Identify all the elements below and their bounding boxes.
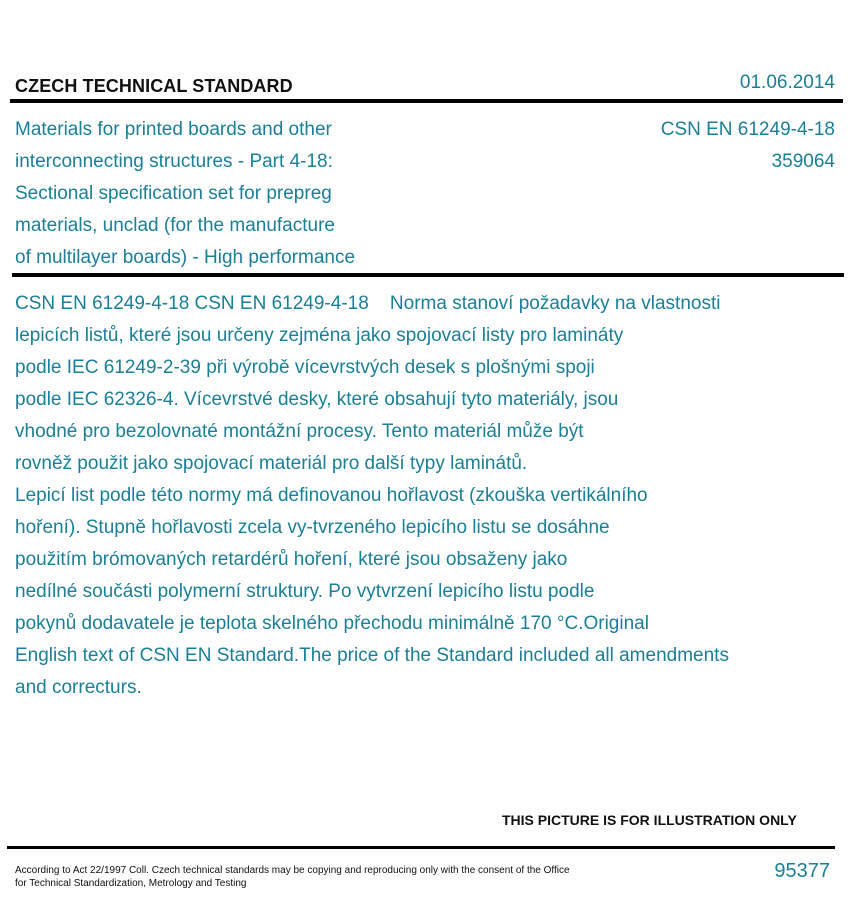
description-line: podle IEC 61249-2-39 při výrobě vícevrstvých desek s plošnými spoji bbox=[15, 357, 595, 378]
description-line: podle IEC 62326-4. Vícevrstvé desky, které obsahují tyto materiály, jsou bbox=[15, 389, 619, 410]
description-line: nedílné součásti polymerní struktury. Po vytvrzení lepicího listu podle bbox=[15, 581, 595, 602]
catalog-number: 359064 bbox=[771, 151, 835, 172]
document-number: 95377 bbox=[774, 860, 830, 882]
title-line: of multilayer boards) - High performance bbox=[15, 247, 356, 268]
title-divider bbox=[12, 273, 844, 277]
description-line: lepicích listů, které jsou určeny zejména jako spojovací listy pro lamináty bbox=[15, 325, 624, 346]
document-codes bbox=[661, 114, 835, 178]
legal-notice-line: for Technical Standardization, Metrology and Testing bbox=[15, 878, 247, 889]
description-line: Lepicí list podle této normy má definovanou hořlavost (zkouška vertikálního bbox=[15, 485, 648, 506]
description-line: and correcturs. bbox=[15, 677, 142, 698]
description-line: pokynů dodavatele je teplota skelného přechodu minimálně 170 °C.Original bbox=[15, 613, 649, 634]
description-line: English text of CSN EN Standard.The price of the Standard included all amendments bbox=[15, 645, 729, 666]
illustration-disclaimer: THIS PICTURE IS FOR ILLUSTRATION ONLY bbox=[502, 812, 797, 828]
legal-notice bbox=[15, 864, 595, 890]
standard-type-heading: CZECH TECHNICAL STANDARD bbox=[15, 76, 293, 96]
description-line: CSN EN 61249-4-18 CSN EN 61249-4-18 Norma stanoví požadavky na vlastnosti bbox=[15, 293, 721, 314]
description-line: rovněž použit jako spojovací materiál pro další typy laminátů. bbox=[15, 453, 528, 474]
document-title bbox=[15, 114, 415, 274]
description-line: použitím brómovaných retardérů hoření, které jsou obsaženy jako bbox=[15, 549, 568, 570]
description-line: hoření). Stupně hořlavosti zcela vy-tvrzeného lepicího listu se dosáhne bbox=[15, 517, 610, 538]
header-divider bbox=[10, 99, 843, 103]
title-line: Sectional specification set for prepreg bbox=[15, 183, 332, 204]
title-line: Materials for printed boards and other bbox=[15, 119, 332, 140]
title-line: materials, unclad (for the manufacture bbox=[15, 215, 335, 236]
description-line: vhodné pro bezolovnaté montážní procesy. Tento materiál může být bbox=[15, 421, 584, 442]
legal-notice-line: According to Act 22/1997 Coll. Czech technical standards may be copying and reproducing only with the consent of the Office bbox=[15, 865, 570, 876]
standard-code: CSN EN 61249-4-18 bbox=[660, 119, 835, 140]
publication-date: 01.06.2014 bbox=[739, 72, 835, 93]
title-line: interconnecting structures - Part 4-18: bbox=[15, 151, 333, 172]
description-text bbox=[15, 288, 830, 704]
footer-divider bbox=[7, 846, 835, 849]
